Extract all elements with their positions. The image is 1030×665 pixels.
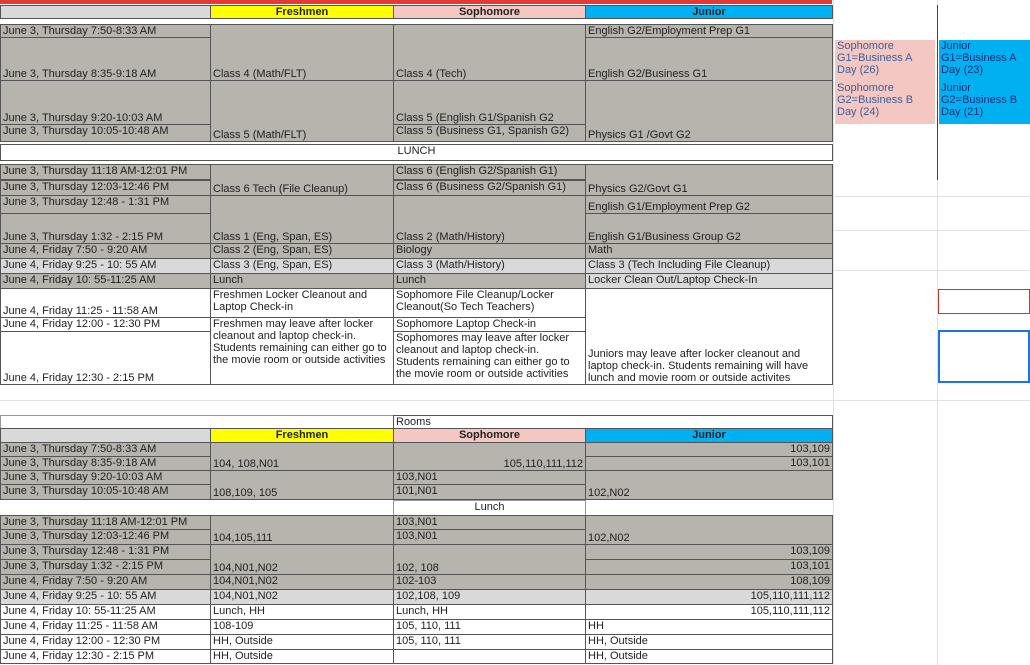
rooms-time-cell[interactable]: June 3, Thursday 9:20-10:03 AM — [0, 470, 211, 485]
junior-cell[interactable]: Class 3 (Tech Including File Cleanup) — [585, 258, 833, 274]
gridline — [833, 230, 1030, 231]
rooms-junior-cell[interactable]: HH — [585, 619, 833, 635]
lunch-banner[interactable]: LUNCH — [0, 144, 833, 161]
rooms-time-cell[interactable]: June 3, Thursday 12:03-12:46 PM — [0, 529, 211, 545]
freshmen-cell[interactable]: Freshmen may leave after locker cleanout and laptop check-in. Students remaining can either go to the movie room or outside activities — [210, 317, 394, 385]
time-cell[interactable]: June 3, Thursday 12:03-12:46 PM — [0, 180, 211, 196]
rooms-freshmen-cell[interactable]: 104, 108,N01 — [210, 442, 394, 471]
rooms-time-cell[interactable]: June 3, Thursday 11:18 AM-12:01 PM — [0, 515, 211, 530]
rooms-junior-cell[interactable]: 108,109 — [585, 574, 833, 590]
freshmen-cell[interactable]: Freshmen Locker Cleanout and Laptop Check-in — [210, 288, 394, 318]
rooms-freshmen-cell[interactable]: 104,N01,N02 — [210, 589, 394, 605]
time-cell[interactable]: June 4, Friday 11:25 - 11:58 AM — [0, 288, 211, 318]
rooms-freshmen-cell[interactable]: HH, Outside — [210, 634, 394, 650]
time-cell[interactable]: June 3, Thursday 7:50-8:33 AM — [0, 24, 211, 38]
junior-cell[interactable]: English G1/Employment Prep G2 — [585, 195, 833, 214]
gridline — [0, 400, 1030, 401]
rooms-sophomore-cell[interactable]: 101,N01 — [393, 484, 586, 500]
sophomore-cell[interactable]: Class 3 (Math/History) — [393, 258, 586, 274]
rooms-time-cell[interactable]: June 3, Thursday 1:32 - 2:15 PM — [0, 559, 211, 575]
sophomore-cell[interactable]: Sophomore File Cleanup/Locker Cleanout(So Tech Teachers) — [393, 288, 586, 318]
time-cell[interactable]: June 3, Thursday 11:18 AM-12:01 PM — [0, 164, 211, 180]
rooms-header-freshmen[interactable]: Freshmen — [210, 428, 394, 443]
rooms-junior-cell[interactable]: 103,101 — [585, 559, 833, 575]
sophomore-cell[interactable]: Class 5 (Business G1, Spanish G2) — [393, 124, 586, 142]
rooms-junior-cell[interactable]: 105,110,111,112 — [585, 604, 833, 620]
junior-cell[interactable]: Locker Clean Out/Laptop Check-In — [585, 273, 833, 289]
junior-cell[interactable]: Physics G2/Govt G1 — [585, 164, 833, 196]
side-note-junior-a[interactable]: Junior G1=Business A Day (23) — [939, 40, 1030, 84]
time-cell[interactable]: June 4, Friday 12:00 - 12:30 PM — [0, 317, 211, 332]
rooms-sophomore-cell[interactable] — [393, 649, 586, 664]
rooms-freshmen-cell[interactable]: 104,N01,N02 — [210, 544, 394, 575]
sophomore-cell[interactable]: Class 2 (Math/History) — [393, 195, 586, 244]
junior-cell[interactable]: Physics G1 /Govt G2 — [585, 80, 833, 142]
sophomore-cell[interactable]: Lunch — [393, 273, 586, 289]
rooms-junior-cell[interactable]: 102,N02 — [585, 515, 833, 545]
rooms-sophomore-cell[interactable]: 103,N01 — [393, 529, 586, 545]
gridline — [833, 196, 1030, 197]
rooms-time-cell[interactable]: June 4, Friday 7:50 - 9:20 AM — [0, 574, 211, 590]
junior-cell[interactable]: Math — [585, 243, 833, 259]
freshmen-cell[interactable]: Class 2 (Eng, Span, ES) — [210, 243, 394, 259]
header-freshmen[interactable]: Freshmen — [210, 5, 394, 19]
column-divider — [937, 5, 938, 180]
rooms-sophomore-cell[interactable]: 103,N01 — [393, 515, 586, 530]
time-cell[interactable]: June 4, Friday 12:30 - 2:15 PM — [0, 331, 211, 385]
rooms-junior-cell[interactable]: HH, Outside — [585, 649, 833, 664]
rooms-title[interactable]: Rooms — [393, 415, 833, 429]
time-cell[interactable]: June 3, Thursday 12:48 - 1:31 PM — [0, 195, 211, 214]
rooms-freshmen-cell[interactable]: HH, Outside — [210, 649, 394, 664]
rooms-time-cell[interactable]: June 4, Friday 11:25 - 11:58 AM — [0, 619, 211, 635]
rooms-sophomore-cell[interactable]: 105, 110, 111 — [393, 619, 586, 635]
gridline — [833, 0, 834, 665]
freshmen-cell[interactable]: Class 5 (Math/FLT) — [210, 80, 394, 142]
freshmen-cell[interactable]: Class 6 Tech (File Cleanup) — [210, 164, 394, 196]
rooms-time-cell[interactable]: June 4, Friday 12:00 - 12:30 PM — [0, 634, 211, 650]
side-note-sophomore-a[interactable]: Sophomore G1=Business A Day (26) — [835, 40, 935, 84]
rooms-header-blank[interactable] — [0, 428, 211, 443]
rooms-time-cell[interactable]: June 4, Friday 10: 55-11:25 AM — [0, 604, 211, 620]
rooms-junior-cell[interactable]: 103,109 — [585, 544, 833, 560]
sophomore-cell[interactable]: Class 6 (Business G2/Spanish G1) — [393, 180, 586, 196]
header-junior[interactable]: Junior — [585, 5, 833, 19]
rooms-junior-cell[interactable]: 102,N02 — [585, 470, 833, 500]
sophomore-cell[interactable]: Class 6 (English G2/Spanish G1) — [393, 164, 586, 180]
rooms-header-junior[interactable]: Junior — [585, 428, 833, 443]
rooms-sophomore-cell[interactable]: 103,N01 — [393, 470, 586, 485]
sophomore-cell[interactable]: Class 4 (Tech) — [393, 24, 586, 81]
rooms-header-sophomore[interactable]: Sophomore — [393, 428, 586, 443]
time-cell[interactable]: June 3, Thursday 8:35-9:18 AM — [0, 37, 211, 81]
sophomore-cell[interactable]: Sophomore Laptop Check-in — [393, 317, 586, 332]
rooms-time-cell[interactable]: June 4, Friday 9:25 - 10: 55 AM — [0, 589, 211, 605]
gridline — [833, 270, 1030, 271]
junior-cell[interactable]: English G1/Business Group G2 — [585, 213, 833, 244]
rooms-time-cell[interactable]: June 3, Thursday 8:35-9:18 AM — [0, 456, 211, 471]
rooms-sophomore-cell[interactable]: Lunch, HH — [393, 604, 586, 620]
freshmen-cell[interactable]: Class 4 (Math/FLT) — [210, 24, 394, 81]
time-cell[interactable]: June 3, Thursday 10:05-10:48 AM — [0, 124, 211, 142]
rooms-freshmen-cell[interactable]: 104,105,111 — [210, 515, 394, 545]
freshmen-cell[interactable]: Class 3 (Eng, Span, ES) — [210, 258, 394, 274]
rooms-junior-cell[interactable]: 105,110,111,112 — [585, 589, 833, 605]
active-cell-outline[interactable] — [938, 330, 1030, 383]
rooms-freshmen-cell[interactable]: 108-109 — [210, 619, 394, 635]
rooms-lunch-label[interactable]: Lunch — [393, 500, 586, 516]
side-note-junior-b[interactable]: Junior G2=Business B Day (21) — [939, 82, 1030, 124]
sophomore-cell[interactable]: Biology — [393, 243, 586, 259]
time-cell[interactable]: June 4, Friday 10: 55-11:25 AM — [0, 273, 211, 289]
rooms-sophomore-cell[interactable]: 105,110,111,112 — [393, 442, 586, 471]
rooms-time-cell[interactable]: June 3, Thursday 10:05-10:48 AM — [0, 484, 211, 500]
selected-cell-outline[interactable] — [938, 289, 1030, 314]
freshmen-cell[interactable]: Class 1 (Eng, Span, ES) — [210, 195, 394, 244]
time-cell[interactable]: June 3, Thursday 1:32 - 2:15 PM — [0, 213, 211, 244]
time-cell[interactable]: June 4, Friday 9:25 - 10: 55 AM — [0, 258, 211, 274]
junior-cell[interactable]: Juniors may leave after locker cleanout and laptop check-in. Students remaining will have lunch and movie room or outside activites — [585, 288, 833, 385]
time-cell[interactable]: June 4, Friday 7:50 - 9:20 AM — [0, 243, 211, 259]
rooms-freshmen-cell[interactable]: Lunch, HH — [210, 604, 394, 620]
rooms-junior-cell[interactable]: 103,101 — [585, 456, 833, 471]
freshmen-cell[interactable]: Lunch — [210, 273, 394, 289]
selection-highlight-bar — [0, 0, 832, 4]
side-note-sophomore-b[interactable]: Sophomore G2=Business B Day (24) — [835, 82, 935, 124]
rooms-sophomore-cell[interactable]: 102, 108 — [393, 544, 586, 575]
header-sophomore[interactable]: Sophomore — [393, 5, 586, 19]
rooms-blank-cell[interactable] — [0, 415, 394, 429]
junior-cell[interactable]: English G2/Business G1 — [585, 37, 833, 81]
rooms-freshmen-cell[interactable]: 104,N01,N02 — [210, 574, 394, 590]
sophomore-cell[interactable]: Class 5 (English G1/Spanish G2 — [393, 80, 586, 125]
rooms-junior-cell[interactable]: HH, Outside — [585, 634, 833, 650]
rooms-sophomore-cell[interactable]: 102,108, 109 — [393, 589, 586, 605]
rooms-time-cell[interactable]: June 4, Friday 12:30 - 2:15 PM — [0, 649, 211, 664]
header-blank-cell[interactable] — [0, 5, 211, 19]
sophomore-cell[interactable]: Sophomores may leave after locker cleanout and laptop check-in. Students remaining can either go to the movie room or outside activities — [393, 331, 586, 385]
rooms-sophomore-cell[interactable]: 102-103 — [393, 574, 586, 590]
rooms-time-cell[interactable]: June 3, Thursday 12:48 - 1:31 PM — [0, 544, 211, 560]
time-cell[interactable]: June 3, Thursday 9:20-10:03 AM — [0, 80, 211, 125]
rooms-time-cell[interactable]: June 3, Thursday 7:50-8:33 AM — [0, 442, 211, 457]
rooms-sophomore-cell[interactable]: 105, 110, 111 — [393, 634, 586, 650]
rooms-freshmen-cell[interactable]: 108,109, 105 — [210, 470, 394, 500]
junior-cell[interactable]: English G2/Employment Prep G1 — [585, 24, 833, 38]
rooms-junior-cell[interactable]: 103,109 — [585, 442, 833, 457]
